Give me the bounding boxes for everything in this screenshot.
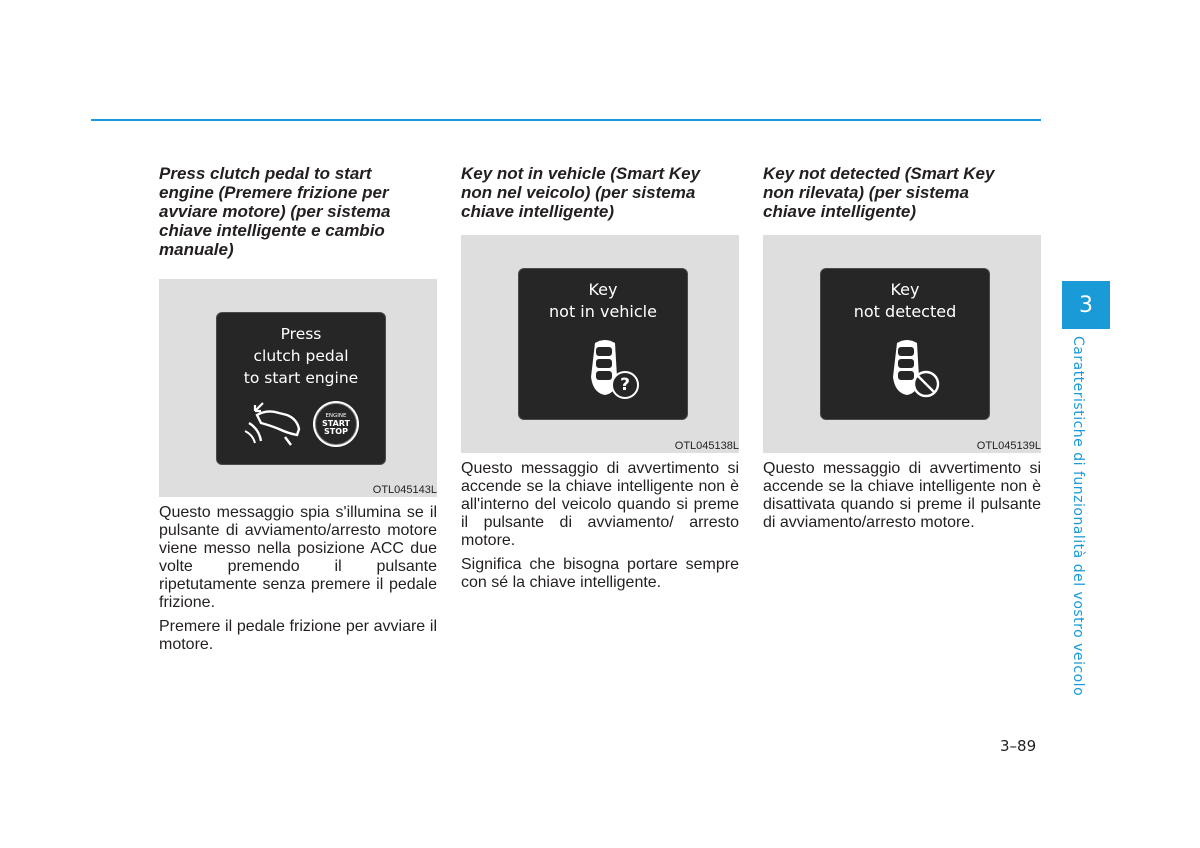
cluster-display <box>820 268 990 420</box>
body-paragraph: Premere il pedale frizione per avviare il motore. <box>159 618 437 653</box>
section-heading: Key not detected (Smart Key non rilevata) (per sistema chiave intelligente) <box>763 164 995 221</box>
chapter-number-tab: 3 <box>1062 281 1110 329</box>
figure-clutch-pedal <box>159 279 437 497</box>
button-label-engine: ENGINE <box>325 413 347 419</box>
figure-key-not-detected <box>763 235 1041 453</box>
button-label-stop: STOP <box>324 427 348 436</box>
figure-code: OTL045138L <box>674 440 739 452</box>
prohibited-icon <box>911 369 941 399</box>
engine-start-stop-button-icon <box>313 401 359 447</box>
display-message: Key not detected <box>853 280 957 321</box>
section-key-not-in-vehicle <box>461 164 739 592</box>
section-clutch-pedal <box>159 164 437 654</box>
body-paragraph: Questo messaggio spia s'illumina se il pulsante di avviamento/arresto motore viene messo nella posizione ACC due volte premendo il pulsante ripetutamente senza premere il pedale frizione. <box>159 504 437 611</box>
section-key-not-detected <box>763 164 1041 532</box>
header-rule <box>91 119 1041 121</box>
section-heading: Key not in vehicle (Smart Key non nel veicolo) (per sistema chiave intelligente) <box>461 164 701 221</box>
body-paragraph: Significa che bisogna portare sempre con sé la chiave intelligente. <box>461 556 739 591</box>
display-message: Key not in vehicle <box>549 280 657 321</box>
clutch-pedal-icon <box>243 401 307 447</box>
figure-code: OTL045139L <box>976 440 1041 452</box>
figure-code: OTL045143L <box>372 484 437 496</box>
cluster-display <box>216 312 386 465</box>
display-message: Press clutch pedal to start engine <box>243 325 359 387</box>
cluster-display <box>518 268 688 420</box>
chapter-title: Caratteristiche di funzionalità del vostro veicolo <box>1070 336 1086 697</box>
body-paragraph: Questo messaggio di avvertimento si accende se la chiave intelligente non è disattivata quando si preme il pulsante di avviamento/arresto motore. <box>763 460 1041 531</box>
body-paragraph: Questo messaggio di avvertimento si accende se la chiave intelligente non è all'interno del veicolo quando si preme il pulsante di avviamento/ arresto motore. <box>461 460 739 549</box>
figure-key-not-in-vehicle <box>461 235 739 453</box>
button-label-start: START <box>321 419 351 428</box>
question-mark-icon: ? <box>611 371 639 399</box>
page-number: 3–89 <box>1000 737 1037 755</box>
section-heading: Press clutch pedal to start engine (Premere frizione per avviare motore) (per sistema chiave intelligente e cambio manuale) <box>159 164 391 259</box>
